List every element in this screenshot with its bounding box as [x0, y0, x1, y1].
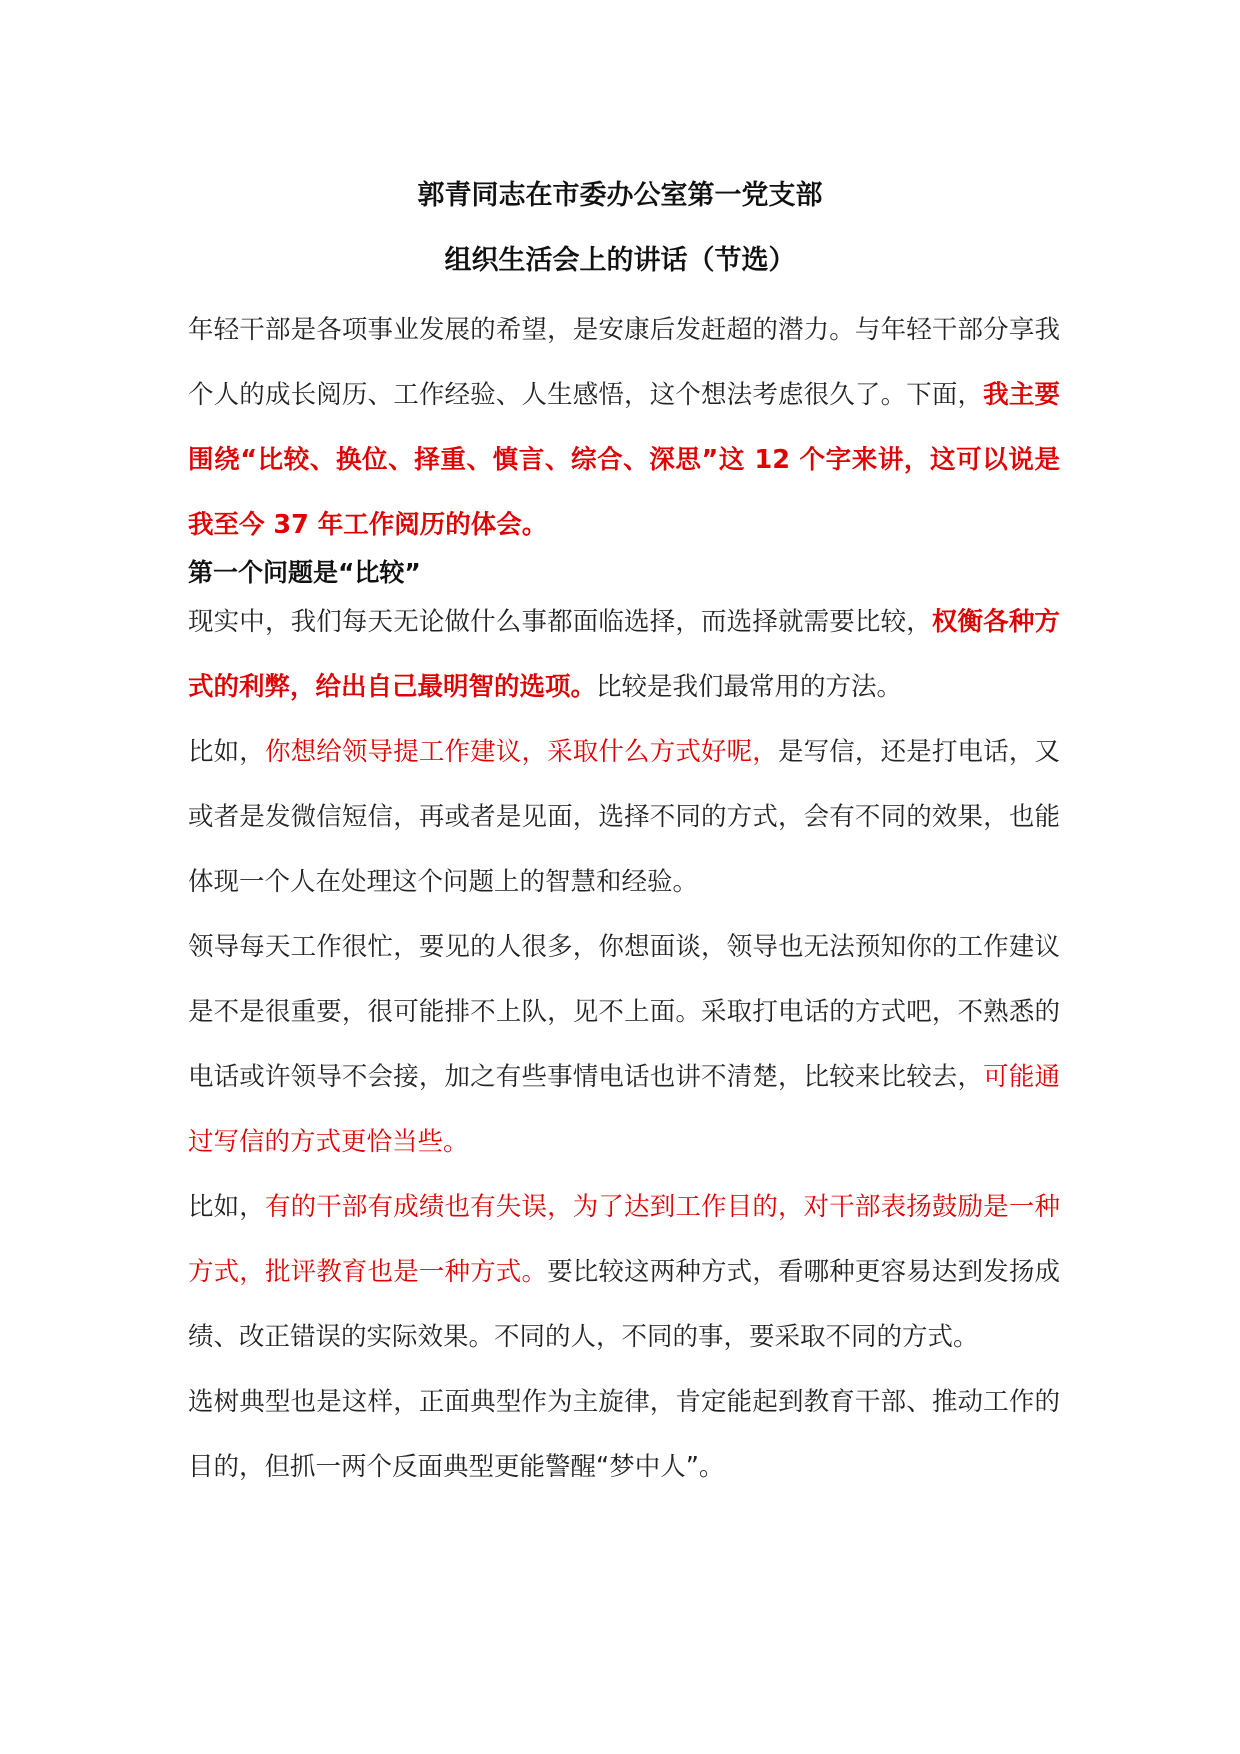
- document-title-line1: 郭青同志在市委办公室第一党支部: [417, 180, 823, 211]
- intro-paragraph: [188, 298, 1060, 558]
- paragraph-4: [188, 915, 1060, 1175]
- paragraph-2: [188, 590, 1060, 720]
- paragraph-5: [188, 1175, 1060, 1370]
- para2-text-end: 比较是我们最常用的方法。: [596, 672, 903, 702]
- paragraph-3: [188, 720, 1060, 915]
- para2-highlight: 权衡各种方式的利弊，给出自己最明智的选项。: [188, 607, 1060, 702]
- paragraph-6: [188, 1370, 1060, 1500]
- para5-highlight: 有的干部有成绩也有失误，为了达到工作目的，对干部表扬鼓励是一种方式，批评教育也是一种方式。: [188, 1192, 1060, 1287]
- para3-highlight: 你想给领导提工作建议，采取什么方式好呢，: [264, 737, 778, 767]
- para4-text: 领导每天工作很忙，要见的人很多，你想面谈，领导也无法预知你的工作建议是不是很重要，很可能排不上队，见不上面。采取打电话的方式吧，不熟悉的电话或许领导不会接，加之有些事情电话也讲不清楚，比较来比较去，: [188, 932, 1060, 1092]
- intro-highlight: 我主要围绕“比较、换位、择重、慎言、综合、深思”这 12 个字来讲，这可以说是我至今 37 年工作阅历的体会。: [188, 380, 1060, 540]
- para2-text-start: 现实中，我们每天无论做什么事都面临选择，而选择就需要比较，: [188, 607, 932, 637]
- section-heading: 第一个问题是“比较”: [188, 558, 421, 587]
- para3-text-end: 是写信，还是打电话，又或者是发微信短信，再或者是见面，选择不同的方式，会有不同的效果，也能体现一个人在处理这个问题上的智慧和经验。: [188, 737, 1060, 897]
- para5-text-start: 比如，: [188, 1192, 265, 1222]
- intro-text: 年轻干部是各项事业发展的希望，是安康后发赶超的潜力。与年轻干部分享我个人的成长阅历、工作经验、人生感悟，这个想法考虑很久了。下面，: [188, 315, 1060, 410]
- document-title-line2: 组织生活会上的讲话（节选）: [444, 245, 796, 276]
- para6-text: 选树典型也是这样，正面典型作为主旋律，肯定能起到教育干部、推动工作的目的，但抓一两个反面典型更能警醒“梦中人”。: [188, 1387, 1060, 1482]
- para5-text-end: 要比较这两种方式，看哪种更容易达到发扬成绩、改正错误的实际效果。不同的人，不同的事，要采取不同的方式。: [188, 1257, 1060, 1352]
- para4-highlight: 可能通过写信的方式更恰当些。: [188, 1062, 1060, 1157]
- para3-text-start: 比如，: [188, 737, 265, 767]
